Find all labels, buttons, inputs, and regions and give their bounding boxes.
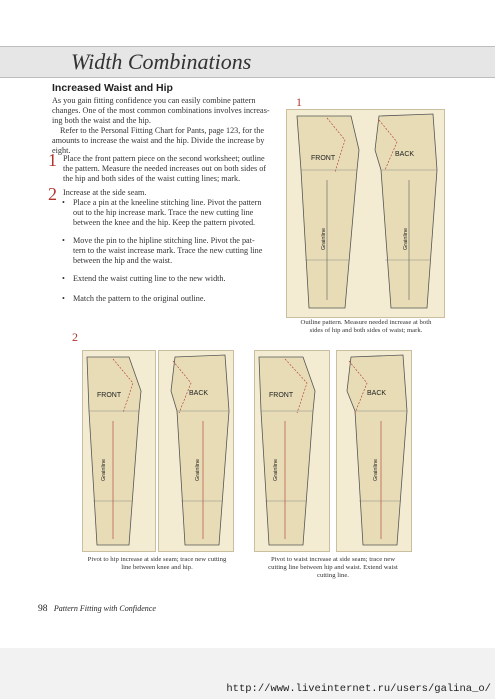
caption-line: line between knee and hip. [121, 564, 193, 572]
bullet-line: • Match the pattern to the original outline. [73, 294, 206, 303]
bullet-line: • Move the pin to the hipline stitching line. Pivot the pat- [73, 236, 255, 245]
step-number: 1 [48, 150, 57, 170]
bullet-line: out to the hip increase mark. Trace the new cutting line [73, 208, 254, 218]
intro-line: changes. One of the most common combinations involves increas- [52, 106, 270, 115]
grainline-label: Grainline [195, 458, 201, 481]
figure-2-front-hip [82, 350, 156, 552]
caption-line: Pivot to waist increase at side seam; trace new [270, 556, 396, 563]
bullet-line: between the hip and the waist. [73, 256, 173, 266]
caption-line: cutting line between hip and waist. Extend waist [268, 564, 398, 572]
page-title: Width Combinations [71, 49, 252, 74]
figure-2d-svg [337, 351, 411, 551]
grainline-label: Grainline [321, 227, 327, 250]
instruction-bullet [64, 294, 274, 304]
grainline-label: Grainline [273, 458, 279, 481]
front-label: FRONT [311, 155, 336, 162]
step-2-line: Increase at the side seam. [63, 188, 147, 197]
bullet-line: between the knee and the hip. Keep the pattern pivoted. [73, 218, 256, 228]
figure-2-caption-left [80, 556, 234, 572]
bullet-line: • Extend the waist cutting line to the new width. [73, 274, 226, 283]
step-number: 2 [48, 184, 57, 204]
caption-line: Outline pattern. Measure needed increase at both [300, 319, 432, 326]
caption-line: Pivot to hip increase at side seam; trace new cutting [87, 556, 227, 563]
caption-line: sides of hip and both sides of waist; mark. [309, 327, 423, 335]
intro-line: ing both the waist and the hip. [52, 116, 151, 125]
page-footer [38, 604, 156, 614]
section-heading: Increased Waist and Hip [52, 82, 173, 94]
back-label: BACK [367, 390, 387, 397]
step-1-line: Place the front pattern piece on the second worksheet; outline [63, 154, 265, 163]
back-label: BACK [395, 151, 415, 158]
figure-2-back-hip [158, 350, 234, 552]
grainline-label: Grainline [101, 458, 107, 481]
title-band [0, 46, 495, 78]
figure-2b-svg [159, 351, 233, 551]
figure-1-illustration [286, 109, 445, 318]
back-label: BACK [189, 390, 209, 397]
instruction-bullet [64, 198, 274, 229]
figure-2c-svg [255, 351, 329, 551]
figure-1-svg [287, 110, 444, 317]
intro-line: As you gain fitting confidence you can easily combine pattern [52, 96, 256, 105]
figure-2-caption-right [254, 556, 412, 581]
watermark-url: http://www.liveinternet.ru/users/galina_o/ [226, 683, 491, 695]
step-1-line: the hip and both sides of the waist cutting lines; mark. [63, 174, 241, 183]
bullet-line: • Place a pin at the kneeline stitching line. Pivot the pattern [73, 198, 262, 207]
grainline-label: Grainline [373, 458, 379, 481]
intro-line: amounts to increase the waist and the hip. Divide the increase by [52, 136, 265, 145]
page-number: 98 [38, 604, 48, 614]
grainline-label: Grainline [403, 227, 409, 250]
instruction-bullet [64, 236, 274, 267]
step-1-line: the pattern. Measure the needed increases out on both sides of [63, 164, 267, 173]
figure-2a-svg [83, 351, 155, 551]
intro-line: Refer to the Personal Fitting Chart for Pants, page 123, for the [60, 126, 264, 135]
figure-2-front-waist [254, 350, 330, 552]
book-title: Pattern Fitting with Confidence [53, 604, 156, 613]
figure-number: 2 [72, 330, 78, 344]
front-label: FRONT [97, 392, 122, 399]
caption-line: cutting line. [317, 572, 349, 580]
figure-number: 1 [296, 95, 302, 109]
bullet-line: tern to the waist increase mark. Trace the new cutting line [73, 246, 263, 256]
front-label: FRONT [269, 392, 294, 399]
figure-1-caption [286, 319, 446, 335]
figure-2-back-waist [336, 350, 412, 552]
instruction-bullet [64, 274, 274, 284]
intro-line: eight. [52, 146, 71, 155]
